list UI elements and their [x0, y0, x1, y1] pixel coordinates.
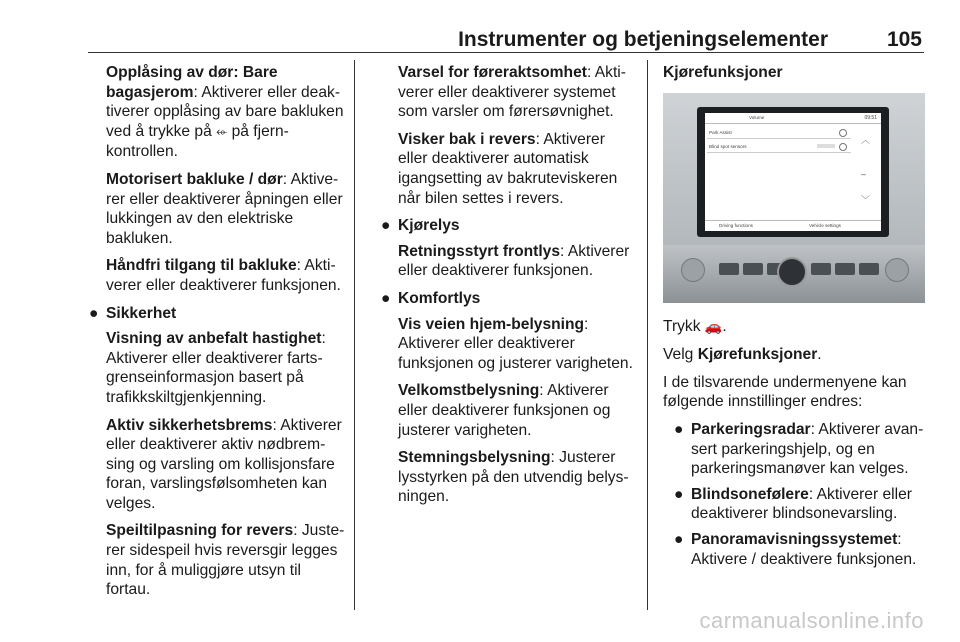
bullet-icon: ● [674, 485, 684, 503]
watermark: carmanualsonline.info [699, 608, 924, 633]
bullet-icon: ● [381, 289, 391, 307]
paragraph: Retningsstyrt frontlys: Aktiverer eller deaktiverer funksjonen. [398, 242, 630, 280]
list-item: ● Parkeringsradar: Aktiverer avansert parkeringshjelp, og en parkeringsmanøver kan velges. [674, 420, 924, 478]
settings-button-icon [885, 258, 909, 282]
column-divider [354, 60, 355, 610]
paragraph: Stemningsbelysning: Justerer lysstyrken på den utvendig belysningen. [398, 449, 629, 506]
section-heading: Kjørefunksjoner [663, 64, 783, 81]
console-button [859, 263, 879, 275]
chevron-down-icon: ﹀ [861, 194, 871, 205]
bullet-icon: ● [89, 304, 99, 322]
screen-display [705, 113, 881, 231]
screen-row-blind-spot: Blind spot sensors [707, 141, 851, 153]
list-item: ● Komfortlys [381, 289, 481, 307]
screen-time: 09:51 [864, 114, 877, 121]
column-3 [663, 63, 925, 575]
list-item: ● Panoramavisningssystemet: Aktivere / deaktivere funksjonen. [674, 530, 917, 568]
dash-icon: – [861, 168, 867, 179]
paragraph: Varsel for føreraktsomhet: Aktiverer eller deaktiverer systemet som varsler om førersøvnighet. [398, 64, 626, 121]
page-number: 105 [886, 28, 922, 51]
bullet-icon: ● [674, 530, 684, 548]
screen-volume-label: Volume [749, 114, 765, 120]
paragraph: Velkomstbelysning: Aktiverer eller deaktiverer funksjonen og justerer varigheten. [398, 382, 611, 439]
paragraph: Trykk 🚗. [663, 317, 727, 335]
car-settings-icon: 🚗 [704, 318, 723, 335]
paragraph: I de tilsvarende undermenyene kan følgende innstillinger endres: [663, 373, 907, 411]
info-icon [839, 143, 847, 151]
warning-button-icon [681, 258, 705, 282]
trunk-key-icon: ⬰ [216, 123, 228, 140]
paragraph: Visning av anbefalt hastighet: Aktiverer eller deaktiverer fartsgrenseinformasjon basert på trafikkskiltgjenkjenning. [106, 330, 326, 406]
chevron-up-icon: ︿ [861, 134, 871, 145]
screen-row-park-assist: Park Assist [707, 127, 851, 139]
paragraph: Velg Kjørefunksjoner. [663, 346, 822, 364]
console-button [719, 263, 739, 275]
console-button [835, 263, 855, 275]
list-item: ● Kjørelys [381, 217, 460, 235]
screen-bottom-tabs: Driving functions Vehicle settings [705, 220, 881, 231]
console-button [811, 263, 831, 275]
paragraph: Motorisert bakluke / dør: Aktiverer eller deaktiverer åpningen eller lukkingen av den elektriske bakluken. [106, 170, 343, 247]
column-2 [381, 63, 634, 515]
paragraph: Visker bak i revers: Aktiverer eller deaktiverer automatisk igangsetting av bakruteviskeren når bilen settes i revers. [398, 130, 618, 207]
info-icon [839, 129, 847, 137]
screen-bezel [697, 107, 889, 237]
paragraph: Opplåsing av dør: Bare bagasjerom: Aktiverer eller deaktiverer opplåsing av bare bakluken ved å trykke på ⬰ på fjernkontrollen. [106, 64, 344, 161]
toggle-icon [817, 144, 835, 148]
paragraph: Håndfri tilgang til bakluke: Aktiverer eller deaktiverer funksjonen. [106, 257, 341, 294]
page-title: Instrumenter og betjeningselementer [458, 28, 828, 51]
paragraph: Vis veien hjem-belysning: Aktiverer eller deaktiverer funksjonen og justerer varigheten. [398, 315, 633, 372]
column-divider [647, 60, 648, 610]
paragraph: Aktiv sikkerhetsbrems: Aktiverer eller deaktiverer aktiv nødbremsing og varsling om kollisjonsfare foran, varslingsfølsomheten kan velges. [106, 416, 342, 512]
screen-status-bar [705, 113, 881, 124]
paragraph: Speiltilpasning for revers: Justerer sidespeil hvis reversgir legges inn, for å muliggjøre utsyn til fortau. [106, 522, 345, 599]
column-1 [89, 63, 346, 608]
list-item: ● Blindsonefølere: Aktiverer eller deaktiverer blindsonevarsling. [674, 485, 912, 523]
control-console [663, 245, 925, 303]
list-item: ● Sikkerhet [89, 304, 177, 322]
bullet-icon: ● [381, 217, 391, 235]
bullet-icon: ● [674, 420, 684, 438]
volume-knob-icon [777, 257, 807, 287]
page-header [88, 26, 924, 53]
console-button [743, 263, 763, 275]
infotainment-photo [663, 93, 925, 303]
